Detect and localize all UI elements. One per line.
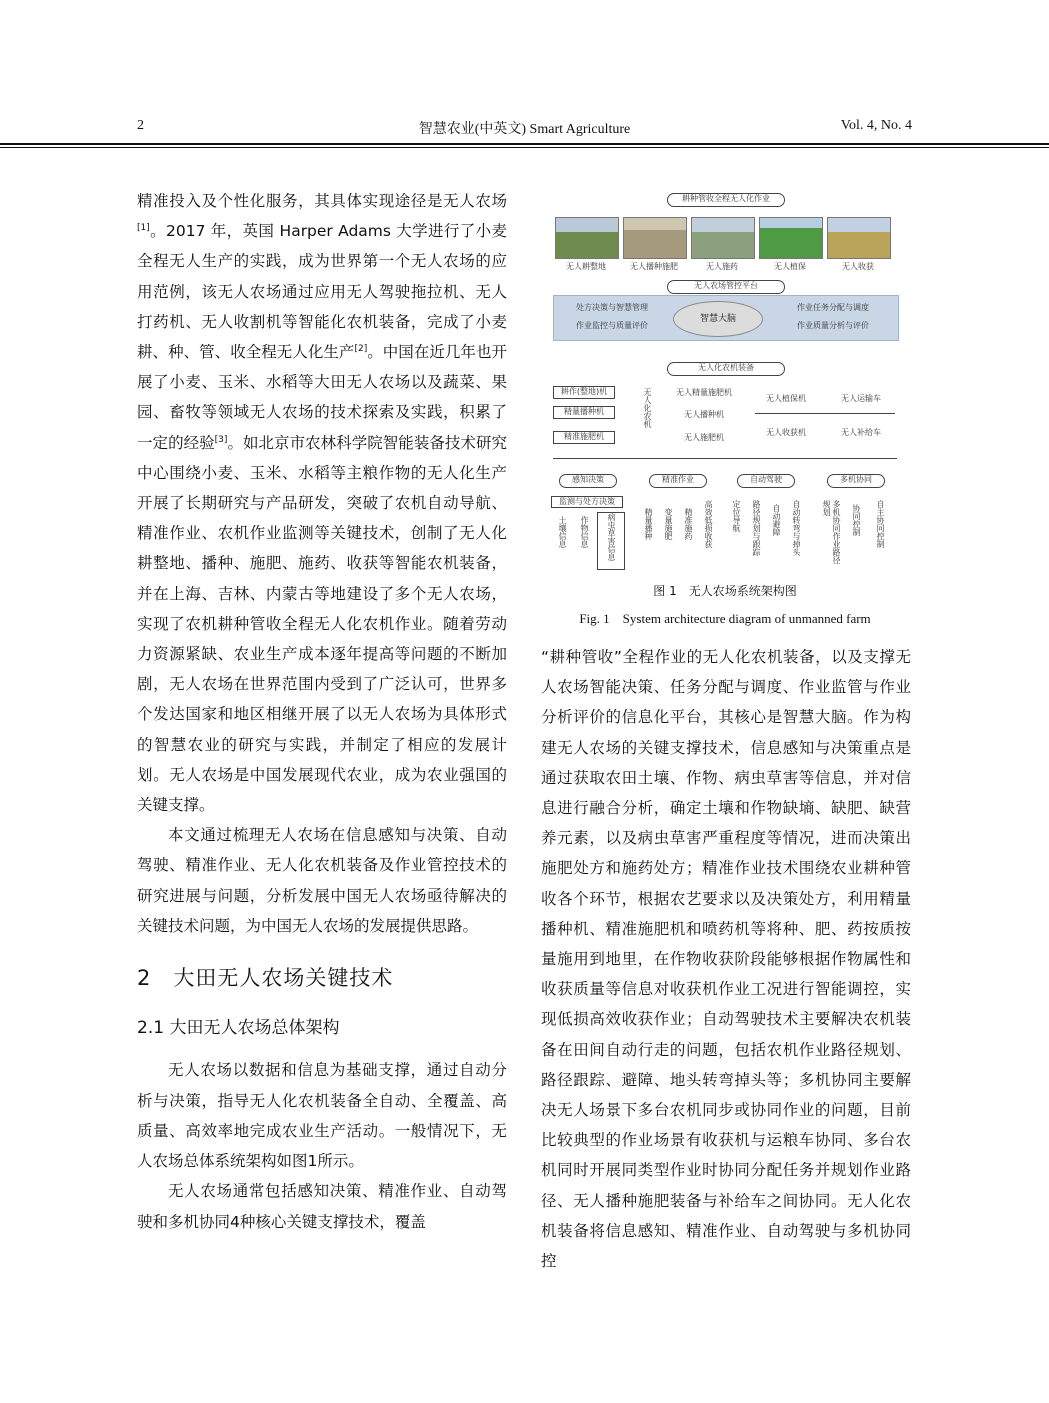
left-column — [137, 186, 507, 1237]
photo-protection — [759, 217, 823, 259]
photo-seeding — [623, 217, 687, 259]
equipment-item: 无人植保机 — [755, 394, 817, 405]
photo-label: 无人耕整地 — [566, 262, 606, 271]
equipment-item: 耕作(整地)机 — [553, 386, 615, 399]
citation[interactable]: [2] — [354, 344, 368, 355]
citation[interactable]: [1] — [137, 223, 150, 234]
tech-item: 定位导航 — [732, 500, 741, 532]
equipment-item: 无人施肥机 — [667, 433, 741, 444]
photo-label: 无人植保 — [774, 262, 806, 271]
header-rule-thin — [0, 147, 1049, 148]
photo-spraying — [691, 217, 755, 259]
equipment-item: 无人收获机 — [755, 428, 817, 439]
tech-label: 精准作业 — [649, 474, 707, 488]
platform-item: 作业质量分析与评价 — [797, 321, 869, 330]
paragraph: “耕种管收”全程作业的无人化农机装备，以及支撑无人农场智能决策、任务分配与调度、作业监管与作业分析评价的信息化平台，其核心是智慧大脑。作为构建无人农场的关键支撑技术，信息感知与决策重点是通过获取农田土壤、作物、病虫草害等信息，并对信息进行融合分析，确定土壤和作物缺墒、缺肥、缺营养元素，以及病虫草害严重程度等情况，进而决策出施肥处方和施药处方；精准作业技术围绕农业耕种管收各个环节，根据农艺要求以及决策处方，利用精量播种机、精准施肥机和喷药机等将种、肥、药按质按量施用到地里，在作物收获阶段能够根据作物属性和收获质量等信息对收获机作业工况进行智能调控，实现低损高效收获作业；自动驾驶技术主要解决农机装备在田间自动行走的问题，包括农机作业路径规划、路径跟踪、避障、地头转弯掉头等；多机协同主要解决无人场景下多台农机同步或协同作业的问题，目前比较典型的作业场景有收获机与运粮车协同、多台农机同时开展同类型作业时协同分配任务并规划作业路径、无人播种施肥装备与补给车之间协同。无人化农机装备将信息感知、精准作业、自动驾驶与多机协同控 — [541, 648, 911, 1271]
equipment-item: 无人精量施肥机 — [667, 388, 741, 399]
equipment-item: 精准施肥机 — [553, 431, 615, 444]
tech-label: 感知决策 — [559, 474, 617, 488]
smart-brain: 智慧大脑 — [673, 301, 763, 337]
photo-label: 无人施药 — [706, 262, 738, 271]
tech-item: 变量施肥 — [664, 508, 673, 540]
tech-item-box: 病虫草害信息 — [597, 512, 625, 570]
header-rule-thick — [0, 143, 1049, 145]
paragraph: 精准投入及个性化服务，其具体实现途径是无人农场[1]。2017 年，英国 Harper Adams 大学进行了小麦全程无人生产的实践，成为世界第一个无人农场的应用范例，该无人农场通过应用无人驾驶拖拉机、无人打药机、无人收割机等智能化农机装备，完成了小麦耕、种、管、收全程无人化生产[2]。中国在近几年也开展了小麦、玉米、水稻等大田无人农场以及蔬菜、果园、畜牧等领域无人农场的技术探索及实践，积累了一定的经验[3]。如北京市农林科学院智能装备技术研究中心围绕小麦、玉米、水稻等主粮作物的无人化生产开展了长期研究与产品研发，突破了农机自动导航、精准作业、农机作业监测等关键技术，创制了无人化耕整地、播种、施肥、施药、收获等智能农机装备，并在上海、吉林、内蒙古等地建设了多个无人农场，实现了农机耕种管收全程无人化农机作业。随着劳动力资源紧缺、农业生产成本逐年提高等问题的不断加剧，无人农场在世界范围内受到了广泛认可，世界多个发达国家和地区相继开展了以无人农场为具体形式的智慧农业的研究与实践，并制定了相应的发展计划。无人农场是中国发展现代农业，成为农业强国的关键支撑。 — [137, 192, 507, 815]
figure-caption-cn: 图 1 无人农场系统架构图 — [653, 584, 797, 598]
running-header — [137, 118, 912, 140]
tech-item: 自动转弯与掉头 — [792, 500, 801, 556]
paragraph: 无人农场通常包括感知决策、精准作业、自动驾驶和多机协同4种核心关键支撑技术，覆盖 — [137, 1182, 507, 1231]
tech-item: 多机协同作业路径规划 — [822, 500, 841, 564]
equipment-label: 无人化农机装备 — [667, 362, 785, 376]
bus-line — [553, 458, 897, 459]
platform-label: 无人农场管控平台 — [667, 280, 785, 294]
citation[interactable]: [3] — [214, 434, 228, 445]
tech-item: 路径规划与跟踪 — [752, 500, 761, 556]
divider — [755, 413, 895, 414]
page-number: 2 — [137, 118, 144, 133]
volume-info: Vol. 4, No. 4 — [840, 118, 912, 133]
figure-1 — [545, 190, 905, 626]
tech-item: 自主协同控制 — [876, 500, 885, 548]
tech-label: 多机协同 — [827, 474, 885, 488]
figure-top-label: 耕种管收全程无人化作业 — [667, 193, 785, 207]
tech-item: 土壤信息 — [558, 516, 567, 548]
equipment-vertical: 无人化农机 — [643, 388, 652, 428]
section-heading: 2 大田无人农场关键技术 — [137, 966, 394, 991]
photo-tillage — [555, 217, 619, 259]
tech-item: 自动避障 — [772, 504, 781, 536]
tech-item: 精量播种 — [644, 508, 653, 540]
sub-box: 监测与处方决策 — [551, 496, 623, 508]
paragraph: 无人农场以数据和信息为基础支撑，通过自动分析与决策，指导无人化农机装备全自动、全覆盖、高质量、高效率地完成农业生产活动。一般情况下，无人农场总体系统架构如图1所示。 — [137, 1061, 507, 1171]
tech-item: 高效低损收获 — [704, 500, 713, 548]
right-column — [541, 642, 911, 1276]
platform-item: 处方决策与智慧管理 — [576, 303, 648, 312]
platform-item: 作业监控与质量评价 — [576, 321, 648, 330]
paragraph: 本文通过梳理无人农场在信息感知与决策、自动驾驶、精准作业、无人化农机装备及作业管控技术的研究进展与问题，分析发展中国无人农场亟待解决的关键技术问题，为中国无人农场的发展提供思路。 — [137, 826, 507, 935]
photo-harvest — [827, 217, 891, 259]
photo-label: 无人收获 — [842, 262, 874, 271]
equipment-item: 无人运输车 — [830, 394, 892, 405]
figure-caption-en: Fig. 1 System architecture diagram of unmanned farm — [579, 611, 871, 626]
tech-item: 协同控制 — [852, 504, 861, 536]
tech-label: 自动驾驶 — [737, 474, 795, 488]
equipment-item: 精量播种机 — [553, 406, 615, 419]
journal-title: 智慧农业(中英文) Smart Agriculture — [418, 122, 631, 137]
tech-item: 作物信息 — [580, 516, 589, 548]
equipment-item: 无人补给车 — [830, 428, 892, 439]
tech-item: 精准施药 — [684, 508, 693, 540]
photo-label: 无人播种施肥 — [630, 262, 678, 271]
platform-item: 作业任务分配与调度 — [797, 303, 869, 312]
equipment-item: 无人播种机 — [667, 410, 741, 421]
subsection-heading: 2.1 大田无人农场总体架构 — [137, 1018, 340, 1039]
